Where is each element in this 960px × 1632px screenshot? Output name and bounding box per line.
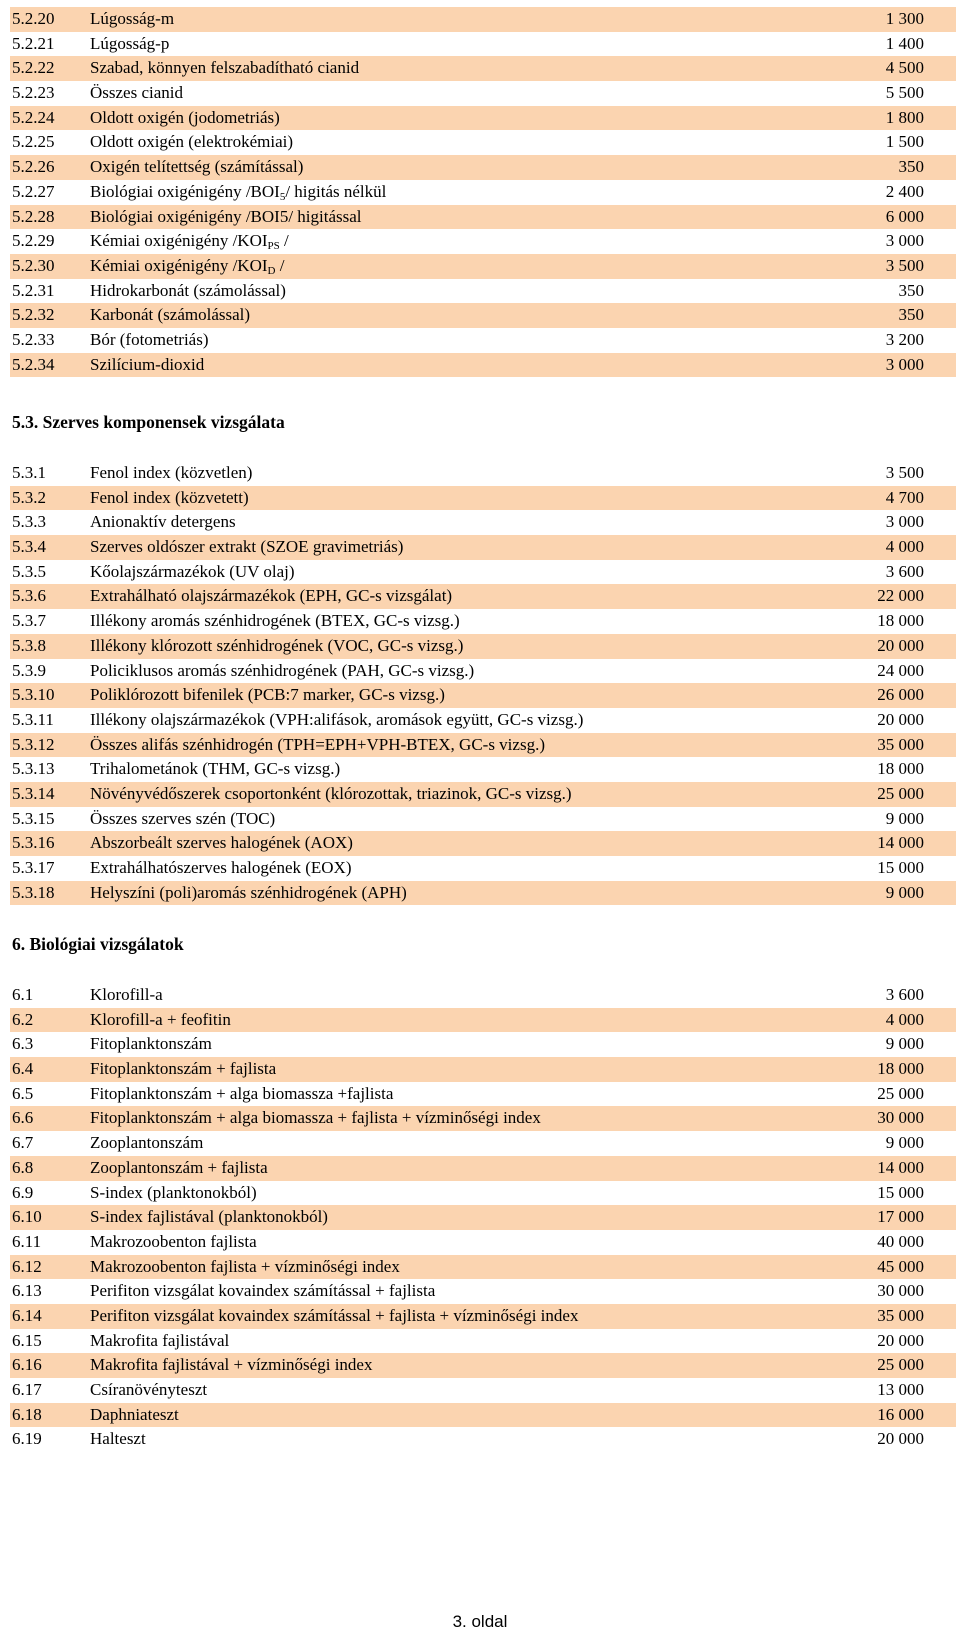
row-name-suffix: / — [275, 255, 285, 275]
row-price: 3 500 — [885, 255, 924, 275]
row-name — [90, 1181, 257, 1206]
row-name — [90, 1230, 257, 1255]
row-code: 5.3.6 — [12, 586, 46, 606]
row-name — [90, 155, 303, 180]
row-price: 1 400 — [885, 33, 924, 53]
row-price: 26 000 — [877, 685, 924, 705]
row-code: 5.3.13 — [12, 759, 55, 779]
row-name — [90, 1131, 203, 1156]
row-name — [90, 56, 359, 81]
row-name — [90, 634, 463, 659]
table-row — [10, 584, 956, 609]
row-name-text: Policiklusos aromás szénhidrogének (PAH, GC-s vizsg.) — [90, 660, 475, 680]
row-name — [90, 1378, 207, 1403]
row-name-text: Biológiai oxigénigény /BOI5/ higitással — [90, 206, 362, 226]
row-name — [90, 328, 209, 353]
row-code: 5.2.30 — [12, 255, 55, 275]
row-price: 22 000 — [877, 586, 924, 606]
row-code: 5.3.2 — [12, 487, 46, 507]
row-name — [90, 1057, 276, 1082]
table-row — [10, 782, 956, 807]
row-code: 6.17 — [12, 1380, 42, 1399]
row-price: 24 000 — [877, 660, 924, 680]
table-row — [10, 708, 956, 733]
row-name — [90, 609, 460, 634]
row-name — [90, 659, 474, 684]
row-price: 9 000 — [885, 882, 924, 902]
row-name-text: Extrahálhatószerves halogének (EOX) — [90, 858, 352, 877]
row-name-text: S-index fajlistával (planktonokból) — [90, 1207, 328, 1227]
row-name — [90, 486, 249, 511]
table-row — [10, 1230, 956, 1255]
row-name-text: Perifiton vizsgálat kovaindex számítással + fajlista — [90, 1281, 436, 1301]
table-row — [10, 106, 956, 131]
row-code: 6.19 — [12, 1429, 42, 1449]
row-name — [90, 1008, 231, 1033]
row-code: 5.2.33 — [12, 329, 55, 349]
row-price: 35 000 — [877, 734, 924, 754]
row-price: 4 000 — [885, 537, 924, 557]
row-name — [90, 807, 275, 832]
row-name — [90, 983, 163, 1008]
table-row — [10, 535, 956, 560]
table-row — [10, 56, 956, 81]
row-price: 40 000 — [877, 1231, 924, 1251]
row-name — [90, 584, 452, 609]
table-row — [10, 1106, 956, 1131]
row-code: 5.3.9 — [12, 660, 46, 680]
row-name-text: Trihalometánok (THM, GC-s vizsg.) — [90, 759, 341, 779]
page-number: 3. oldal — [452, 1612, 508, 1631]
row-code: 6.18 — [12, 1404, 42, 1424]
row-price: 9 000 — [885, 1133, 924, 1153]
table-row — [10, 510, 956, 535]
table-row — [10, 659, 956, 684]
table-row — [10, 609, 956, 634]
row-name-text: Poliklórozott bifenilek (PCB:7 marker, GC-s vizsg.) — [90, 685, 445, 705]
row-code: 5.2.27 — [12, 181, 55, 201]
table-row — [10, 831, 956, 856]
row-name-suffix: / — [279, 231, 289, 251]
row-code: 5.3.7 — [12, 611, 46, 631]
row-price: 3 000 — [885, 231, 924, 251]
row-code: 5.3.1 — [12, 463, 46, 482]
row-name-text: Helyszíni (poli)aromás szénhidrogének (APH) — [90, 882, 407, 902]
row-code: 5.2.24 — [12, 107, 55, 127]
row-name — [90, 683, 445, 708]
table-row — [10, 32, 956, 57]
table-section-5-2 — [10, 7, 956, 377]
table-row — [10, 461, 956, 486]
row-name-text: Oldott oxigén (jodometriás) — [90, 107, 280, 127]
table-row — [10, 1057, 956, 1082]
row-name — [90, 81, 183, 106]
table-section-6 — [10, 983, 956, 1452]
table-row — [10, 983, 956, 1008]
row-price: 1 800 — [885, 107, 924, 127]
row-name-text: S-index (planktonokból) — [90, 1182, 257, 1202]
row-name-text: Kémiai oxigénigény /KOI — [90, 231, 268, 251]
row-price: 17 000 — [877, 1207, 924, 1227]
row-name — [90, 831, 353, 856]
table-row — [10, 279, 956, 304]
row-price: 20 000 — [877, 1330, 924, 1350]
row-code: 5.3.12 — [12, 734, 55, 754]
row-name — [90, 205, 362, 230]
table-row — [10, 180, 956, 205]
table-row — [10, 1032, 956, 1057]
row-name-text: Makrozoobenton fajlista + vízminőségi index — [90, 1256, 400, 1276]
row-name-text: Összes cianid — [90, 83, 184, 103]
row-price: 350 — [898, 280, 924, 300]
row-name-text: Karbonát (számolással) — [90, 305, 251, 325]
row-name — [90, 1304, 578, 1329]
row-code: 5.3.10 — [12, 685, 55, 705]
row-name-text: Bór (fotometriás) — [90, 329, 209, 349]
row-price: 25 000 — [877, 783, 924, 803]
row-name — [90, 881, 407, 906]
table-row — [10, 1156, 956, 1181]
row-name-text: Oxigén telítettség (számítással) — [90, 157, 304, 177]
row-name-text: Biológiai oxigénigény /BOI — [90, 181, 280, 201]
row-price: 1 500 — [885, 132, 924, 152]
row-name-subscript: PS — [267, 240, 280, 253]
row-price: 35 000 — [877, 1305, 924, 1325]
table-row — [10, 1181, 956, 1206]
row-name — [90, 254, 284, 279]
row-price: 3 500 — [885, 463, 924, 482]
row-code: 5.2.28 — [12, 206, 55, 226]
row-name-text: Csíranövényteszt — [90, 1380, 208, 1399]
row-price: 30 000 — [877, 1108, 924, 1128]
row-price: 13 000 — [877, 1380, 924, 1399]
row-name-text: Lúgosság-p — [90, 33, 170, 53]
table-row — [10, 856, 956, 881]
row-name-text: Növényvédőszerek csoportonként (klórozottak, triazinok, GC-s vizsg.) — [90, 783, 572, 803]
row-name-subscript: D — [267, 264, 276, 277]
row-name-text: Illékony olajszármazékok (VPH:alifások, aromások együtt, GC-s vizsg.) — [90, 709, 584, 729]
row-code: 5.2.22 — [12, 58, 55, 78]
row-price: 4 000 — [885, 1009, 924, 1029]
row-price: 45 000 — [877, 1256, 924, 1276]
table-row — [10, 1304, 956, 1329]
section-heading-5-3: 5.3. Szerves komponensek vizsgálata — [12, 412, 285, 432]
row-price: 18 000 — [877, 759, 924, 779]
row-price: 350 — [898, 305, 924, 325]
table-row — [10, 328, 956, 353]
row-code: 5.3.4 — [12, 537, 46, 557]
row-name — [90, 7, 174, 32]
row-name-subscript: 5 — [279, 190, 286, 203]
row-price: 9 000 — [885, 808, 924, 828]
row-name-text: Szabad, könnyen felszabadítható cianid — [90, 58, 360, 78]
row-code: 5.3.8 — [12, 635, 46, 655]
row-name-text: Abszorbeált szerves halogének (AOX) — [90, 833, 353, 853]
row-name-text: Makrofita fajlistával — [90, 1330, 230, 1350]
row-code: 5.2.25 — [12, 132, 55, 152]
table-row — [10, 733, 956, 758]
row-name — [90, 708, 583, 733]
row-price: 25 000 — [877, 1355, 924, 1375]
row-name-text: Anionaktív detergens — [90, 512, 236, 532]
row-name-text: Halteszt — [90, 1429, 146, 1449]
row-code: 6.5 — [12, 1083, 34, 1103]
row-name — [90, 1082, 393, 1107]
row-name-text: Klorofill-a — [90, 985, 163, 1004]
row-price: 350 — [898, 157, 924, 177]
row-name — [90, 303, 250, 328]
table-row — [10, 81, 956, 106]
row-code: 6.8 — [12, 1157, 34, 1177]
table-row — [10, 205, 956, 230]
row-name — [90, 1427, 146, 1452]
table-section-5-3 — [10, 461, 956, 905]
row-name — [90, 229, 289, 254]
row-price: 30 000 — [877, 1281, 924, 1301]
row-name-suffix: / higitás nélkül — [285, 181, 387, 201]
table-row — [10, 560, 956, 585]
row-name-text: Fenol index (közvetett) — [90, 487, 249, 507]
row-code: 6.6 — [12, 1108, 34, 1128]
table-row — [10, 229, 956, 254]
row-name — [90, 106, 280, 131]
row-code: 5.2.29 — [12, 231, 55, 251]
table-row — [10, 303, 956, 328]
row-code: 6.16 — [12, 1355, 42, 1375]
table-row — [10, 757, 956, 782]
table-row — [10, 1205, 956, 1230]
row-code: 5.3.16 — [12, 833, 55, 853]
row-name — [90, 782, 572, 807]
row-name — [90, 1156, 268, 1181]
row-code: 6.12 — [12, 1256, 42, 1276]
row-name-text: Hidrokarbonát (számolással) — [90, 280, 286, 300]
row-code: 6.11 — [12, 1231, 42, 1251]
row-code: 6.1 — [12, 985, 34, 1004]
row-name — [90, 757, 340, 782]
table-row — [10, 881, 956, 906]
row-name — [90, 461, 252, 486]
row-price: 18 000 — [877, 611, 924, 631]
row-name — [90, 353, 204, 378]
table-row — [10, 1403, 956, 1428]
table-row — [10, 1427, 956, 1452]
row-price: 3 000 — [885, 354, 924, 374]
row-price: 3 600 — [885, 561, 924, 581]
row-name — [90, 1205, 328, 1230]
row-price: 20 000 — [877, 709, 924, 729]
row-code: 5.3.17 — [12, 858, 55, 877]
row-name-text: Szerves oldószer extrakt (SZOE gravimetriás) — [90, 537, 404, 557]
row-name-text: Oldott oxigén (elektrokémiai) — [90, 132, 293, 152]
table-row — [10, 1378, 956, 1403]
row-name-text: Extrahálható olajszármazékok (EPH, GC-s vizsgálat) — [90, 586, 453, 606]
row-price: 14 000 — [877, 833, 924, 853]
row-name — [90, 180, 386, 205]
row-code: 6.9 — [12, 1182, 34, 1202]
row-name — [90, 510, 236, 535]
row-name-text: Illékony aromás szénhidrogének (BTEX, GC-s vizsg.) — [90, 611, 460, 631]
table-row — [10, 1008, 956, 1033]
row-name-text: Zooplantonszám + fajlista — [90, 1157, 268, 1177]
row-code: 6.14 — [12, 1305, 42, 1325]
row-price: 1 300 — [885, 9, 924, 28]
row-code: 5.2.26 — [12, 157, 55, 177]
row-name — [90, 1106, 541, 1131]
row-name-text: Klorofill-a + feofitin — [90, 1009, 231, 1029]
row-name — [90, 856, 352, 881]
row-name-text: Makrofita fajlistával + vízminőségi index — [90, 1355, 373, 1375]
row-code: 6.2 — [12, 1009, 34, 1029]
row-name-text: Fitoplanktonszám + fajlista — [90, 1059, 277, 1079]
row-code: 5.3.18 — [12, 882, 55, 902]
row-code: 5.3.14 — [12, 783, 55, 803]
row-code: 5.2.31 — [12, 280, 55, 300]
row-price: 20 000 — [877, 635, 924, 655]
row-price: 15 000 — [877, 858, 924, 877]
row-name — [90, 1255, 400, 1280]
row-name-text: Fenol index (közvetlen) — [90, 463, 253, 482]
row-price: 18 000 — [877, 1059, 924, 1079]
row-price: 2 400 — [885, 181, 924, 201]
table-row — [10, 1353, 956, 1378]
row-name — [90, 1329, 229, 1354]
row-code: 6.13 — [12, 1281, 42, 1301]
row-name-text: Összes szerves szén (TOC) — [90, 808, 276, 828]
row-price: 20 000 — [877, 1429, 924, 1449]
table-row — [10, 683, 956, 708]
row-name-text: Zooplantonszám — [90, 1133, 204, 1153]
row-code: 6.7 — [12, 1133, 34, 1153]
table-row — [10, 1082, 956, 1107]
row-code: 5.2.20 — [12, 9, 55, 28]
row-price: 6 000 — [885, 206, 924, 226]
row-code: 5.3.15 — [12, 808, 55, 828]
row-code: 5.3.3 — [12, 512, 46, 532]
row-price: 5 500 — [885, 83, 924, 103]
row-name-text: Kémiai oxigénigény /KOI — [90, 255, 268, 275]
table-row — [10, 353, 956, 378]
row-name-text: Összes alifás szénhidrogén (TPH=EPH+VPH-BTEX, GC-s vizsg.) — [90, 734, 545, 754]
row-name-text: Illékony klórozott szénhidrogének (VOC, GC-s vizsg.) — [90, 635, 464, 655]
row-name-text: Perifiton vizsgálat kovaindex számítással + fajlista + vízminőségi index — [90, 1305, 579, 1325]
row-price: 25 000 — [877, 1083, 924, 1103]
row-name — [90, 279, 286, 304]
row-code: 5.2.34 — [12, 354, 55, 374]
row-code: 5.2.23 — [12, 83, 55, 103]
row-price: 3 200 — [885, 329, 924, 349]
row-name-text: Szilícium-dioxid — [90, 354, 205, 374]
row-code: 5.2.32 — [12, 305, 55, 325]
row-name-text: Fitoplanktonszám — [90, 1034, 212, 1054]
row-price: 3 600 — [885, 985, 924, 1004]
row-name — [90, 560, 295, 585]
row-price: 16 000 — [877, 1404, 924, 1424]
row-code: 6.10 — [12, 1207, 42, 1227]
table-row — [10, 807, 956, 832]
row-name — [90, 1032, 212, 1057]
row-name — [90, 733, 545, 758]
row-name — [90, 1353, 372, 1378]
table-row — [10, 634, 956, 659]
row-name — [90, 535, 403, 560]
row-name — [90, 130, 293, 155]
row-name — [90, 1403, 179, 1428]
section-heading-6: 6. Biológiai vizsgálatok — [12, 934, 184, 954]
table-row — [10, 486, 956, 511]
row-name-text: Fitoplanktonszám + alga biomassza + fajlista + vízminőségi index — [90, 1108, 541, 1128]
row-code: 5.2.21 — [12, 33, 55, 53]
row-price: 15 000 — [877, 1182, 924, 1202]
table-row — [10, 254, 956, 279]
row-name — [90, 1279, 435, 1304]
row-price: 4 700 — [885, 487, 924, 507]
row-name-text: Daphniateszt — [90, 1404, 179, 1424]
table-row — [10, 130, 956, 155]
table-row — [10, 1329, 956, 1354]
row-code: 6.3 — [12, 1034, 34, 1054]
row-code: 6.15 — [12, 1330, 42, 1350]
row-price: 14 000 — [877, 1157, 924, 1177]
table-row — [10, 1131, 956, 1156]
row-name-text: Fitoplanktonszám + alga biomassza +fajlista — [90, 1083, 394, 1103]
row-price: 9 000 — [885, 1034, 924, 1054]
table-row — [10, 7, 956, 32]
table-row — [10, 1279, 956, 1304]
table-row — [10, 155, 956, 180]
row-price: 3 000 — [885, 512, 924, 532]
table-row — [10, 1255, 956, 1280]
row-code: 6.4 — [12, 1059, 34, 1079]
row-name-text: Makrozoobenton fajlista — [90, 1231, 257, 1251]
row-name — [90, 32, 169, 57]
row-name-text: Lúgosság-m — [90, 9, 175, 28]
row-name-text: Kőolajszármazékok (UV olaj) — [90, 561, 295, 581]
row-price: 4 500 — [885, 58, 924, 78]
row-code: 5.3.11 — [12, 709, 54, 729]
row-code: 5.3.5 — [12, 561, 46, 581]
